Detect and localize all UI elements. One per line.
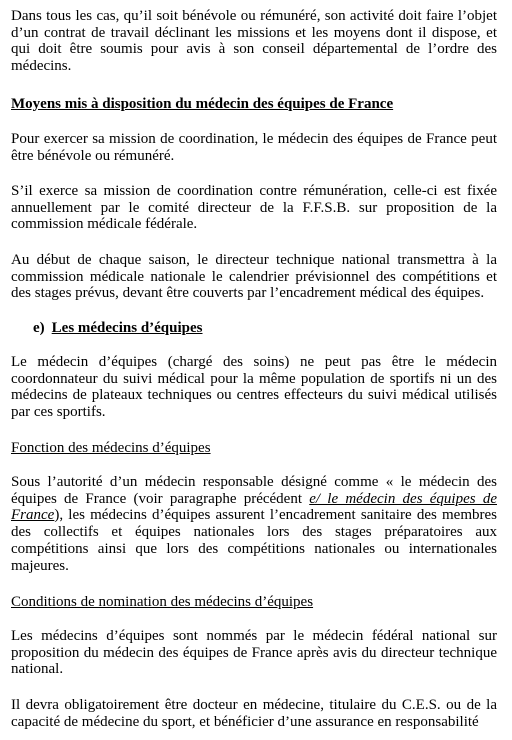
paragraph-calendrier: Au début de chaque saison, le directeur technique national transmettra à la commission médicale nationale le calendrier prévisionnel des compétitions et des stages prévus, devant être couverts par l’encadrement médical des équipes.	[11, 252, 497, 302]
paragraph-remuneration: S’il exerce sa mission de coordination contre rémunération, celle-ci est fixée annuellement par le comité directeur de la F.F.S.B. sur proposition de la commission médicale fédérale.	[11, 183, 497, 233]
paragraph-benevole: Pour exercer sa mission de coordination, le médecin des équipes de France peut être bénévole ou rémunéré.	[11, 131, 497, 164]
cross-reference-link: e/ le médecin des équipes de France	[11, 490, 497, 524]
paragraph-contrat: Dans tous les cas, qu’il soit bénévole ou rémunéré, son activité doit faire l’objet d’un contrat de travail déclinant les missions et les moyens dont il dispose, et qui doit être soumis pour avis à son conseil départemental de l’ordre des médecins.	[11, 8, 497, 75]
paragraph-docteur: Il devra obligatoirement être docteur en médecine, titulaire du C.E.S. ou de la capacité de médecine du sport, et bénéficier d’une assurance en responsabilité	[11, 697, 497, 730]
paragraph-fonction	[11, 474, 497, 574]
paragraph-nomination: Les médecins d’équipes sont nommés par le médecin fédéral national sur proposition du médecin des équipes de France après avis du directeur technique national.	[11, 628, 497, 678]
section-title: Les médecins d’équipes	[51, 320, 203, 336]
section-heading-e	[33, 320, 203, 337]
heading-fonction: Fonction des médecins d’équipes	[11, 440, 211, 456]
heading-conditions: Conditions de nomination des médecins d’équipes	[11, 594, 314, 610]
paragraph-medecin-equipes: Le médecin d’équipes (chargé des soins) ne peut pas être le médecin coordonnateur du suivi médical pour la même population de sportifs ni un des médecins de plateaux techniques ou centres effecteurs du suivi médical utilisés par ces sportifs.	[11, 354, 497, 421]
fonction-text-after: ), les médecins d’équipes assurent l’encadrement sanitaire des membres des collectifs et équipes nationales lors des stages préparatoires aux compétitions ainsi que lors des compétitions nationales ou internationales majeures.	[11, 507, 497, 574]
heading-moyens: Moyens mis à disposition du médecin des équipes de France	[11, 96, 394, 112]
fonction-text-before: Sous l’autorité d’un médecin responsable désigné comme « le médecin des équipes de France (voir paragraphe précédent	[11, 474, 497, 507]
section-number: e)	[33, 320, 45, 336]
